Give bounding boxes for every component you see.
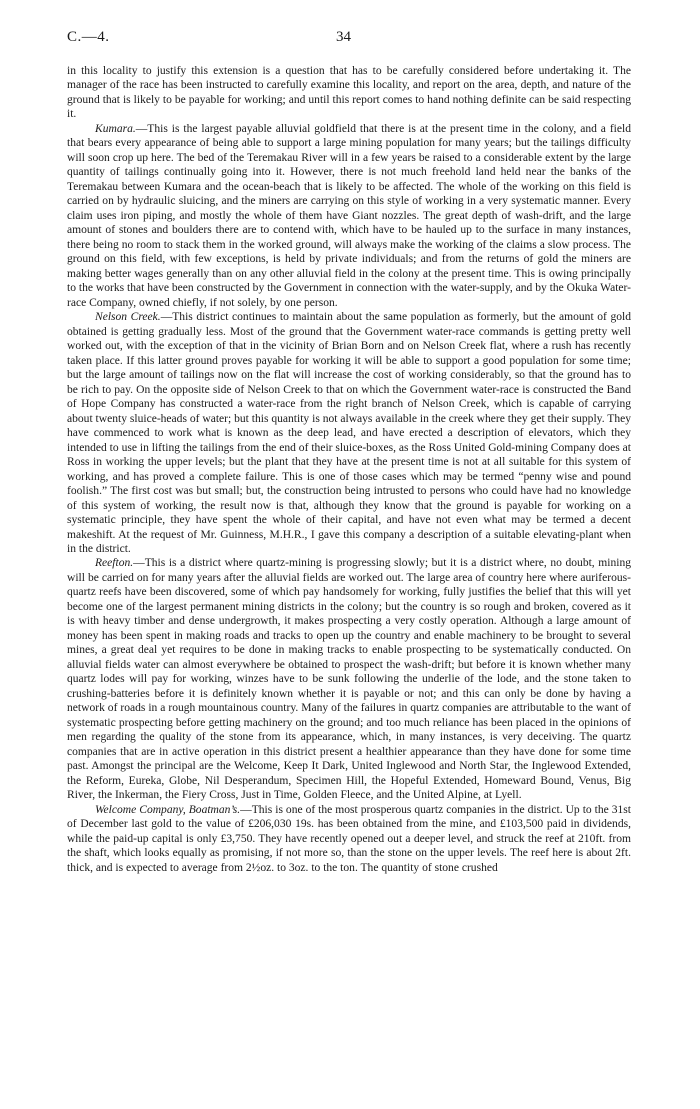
- paragraph-kumara: [67, 122, 631, 310]
- paragraph-text: —This district continues to maintain about the same population as formerly, but the amount of gold obtained is getting gradually less. Most of the ground that the Government water-race commands is getting pretty well worked out, with the exception of that in the vicinity of Brian Born and on Nelson Creek flat, where a rush has recently taken place. If this latter ground proves payable for working it will be able to support a good population for some time; but the large amount of tailings now on the flat will increase the cost of working considerably, so that the ground has to be rich to pay. On the opposite side of Nelson Creek to that on which the Government water-race is constructed the Band of Hope Company has constructed a water-race from the right branch of Nelson Creek, which is capable of carrying about twenty sluice-heads of water; but this quantity is not always available in the creek where they get their supply. They have commenced to work what is known as the deep lead, and have erected a description of elevators, which they intended to use in lifting the tailings from the end of their sluice-boxes, as the Ross United Gold-mining Company does at Ross in working the upper levels; but the plant that they have at the present time is not at all suitable for this system of working, and has proved a complete failure. This is one of those cases which may be termed “penny wise and pound foolish.” The first cost was but small; but, the construction being intrusted to persons who could have had no knowledge of this system of working, the result now is that, although they know that the ground is payable for working on a systematic principle, they have spent the whole of their capital, and have not even what may be termed a decent makeshift. At the request of Mr. Guinness, M.H.R., I gave this company a description of a suitable elevating-plant when in the district.: [67, 311, 631, 555]
- paragraph-text: —This is one of the most prosperous quartz companies in the district. Up to the 31st of December last gold to the value of £206,030 19s. has been obtained from the mine, and £103,500 paid in dividends, while the paid-up capital is only £3,750. They have recently opened out a deeper level, and struck the reef at 210ft. from the shaft, which looks equally as promising, if not more so, than the stone on the upper levels. The reef here is about 2ft. thick, and is expected to average from 2½oz. to 3oz. to the ton. The quantity of stone crushed: [67, 803, 631, 874]
- document-body: [67, 64, 631, 875]
- section-heading: Welcome Company, Boatman’s.: [95, 803, 241, 816]
- paragraph-welcome-company: [67, 803, 631, 875]
- paragraph-reefton: [67, 556, 631, 802]
- section-heading: Nelson Creek.: [95, 311, 161, 324]
- report-reference: C.—4.: [67, 29, 110, 45]
- paragraph-intro: [67, 64, 631, 122]
- paragraph-nelson-creek: [67, 310, 631, 556]
- paragraph-text: —This is a district where quartz-mining is progressing slowly; but it is a district where, no doubt, mining will be carried on for many years after the alluvial fields are worked out. The large area of country here where auriferous-quartz reefs have been discovered, some of which pay handsomely for working, fully justifies the belief that this will yet become one of the largest permanent mining districts in the colony; but the country is so rough and broken, covered as it is with heavy timber and dense undergrowth, it makes prospecting a very costly operation. Although a large amount of money has been spent in making roads and tracks to open up the country and enable machinery to be brought to several mines, a great deal yet requires to be done in making tracks to enable prospecting to be systematically conducted. On alluvial fields water can almost everywhere be obtained to prospect the wash-drift; but before it is known whether many quartz lodes will pay for working, winzes have to be sunk following the underlie of the lode, and the stone taken to crushing-batteries before it is definitely known whether it is payable or not; and this can only be done by having a network of roads in a rough mountainous country. Many of the failures in quartz companies are attributable to the want of systematic prospecting before getting machinery on the ground; and too much reliance has been placed in the opinions of men regarding the quality of the stone from its appearance, which, in many instances, is very deceiving. The quartz companies that are in active operation in this district present a healthier appearance than they have done for some time past. Amongst the principal are the Welcome, Keep It Dark, United Inglewood and North Star, the Inglewood Extended, the Reform, Eureka, Globe, Nil Desperandum, Specimen Hill, the Hopeful Extended, Homeward Bound, Venus, Big River, the Inkerman, the Fiery Cross, Just in Time, Golden Fleece, and the United Alpine, at Lyell.: [67, 557, 631, 802]
- page-number: 34: [336, 29, 351, 45]
- paragraph-text: —This is the largest payable alluvial goldfield that there is at the present time in the colony, and a field that bears every appearance of being able to support a large mining population for many years; but the tailings difficulty will soon crop up here. The bed of the Teremakau River will in a few years be raised to a considerable extent by the large quantity of tailings continually going into it. However, there is not much freehold land held near the banks of the Teremakau between Kumara and the ocean-beach that is likely to be affected. The whole of the working on this field is carried on by hydraulic sluicing, and the miners are carrying on this style of working in a very systematic manner. Every claim uses iron piping, and mostly the whole of them have Giant nozzles. The great depth of wash-drift, and the large amount of stones and boulders there are to contend with, which have to be hauled up to the surface in many instances, there being no room to stack them in the worked ground, will always make the working of the claims a slow process. The ground on this field, with few exceptions, is held by private individuals; and from the returns of gold the miners are making better wages generally than on any other alluvial field in the colony at the present time. This is owing principally to the works that have been constructed by the Government in connection with the water-supply, and by the Okuka Water-race Company, owned chiefly, if not solely, by one person.: [67, 122, 631, 309]
- section-heading: Kumara.: [95, 122, 136, 135]
- section-heading: Reefton.: [95, 557, 134, 570]
- paragraph-text: in this locality to justify this extension is a question that has to be carefully considered before undertaking it. The manager of the race has been instructed to carefully examine this locality, and report on the area, depth, and nature of the ground that is likely to be payable for working; and until this report comes to hand nothing definite can be said respecting it.: [67, 65, 631, 121]
